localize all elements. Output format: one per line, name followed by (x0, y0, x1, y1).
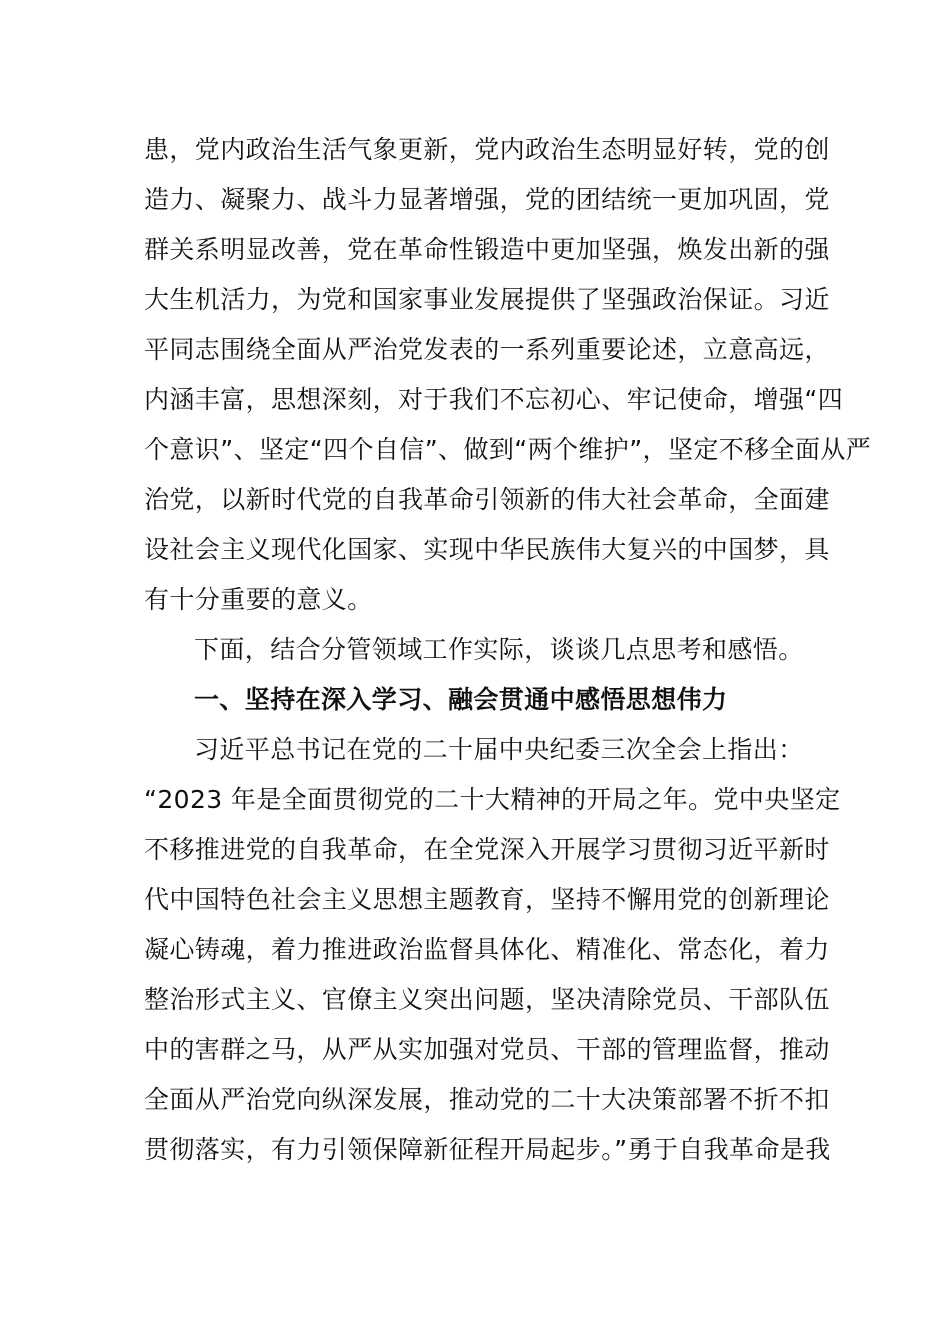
text-line: 群关系明显改善，党在革命性锻造中更加坚强，焕发出新的强 (144, 235, 830, 264)
text-line: 凝心铸魂，着力推进政治监督具体化、精准化、常态化，着力 (144, 935, 830, 964)
text-line: 有十分重要的意义。 (144, 585, 373, 614)
text-line: 造力、凝聚力、战斗力显著增强，党的团结统一更加巩固，党 (144, 185, 830, 214)
text-line: 个意识”、坚定“四个自信”、做到“两个维护”，坚定不移全面从严 (144, 435, 872, 464)
text-line: 中的害群之马，从严从实加强对党员、干部的管理监督，推动 (144, 1035, 830, 1064)
text-line: 内涵丰富，思想深刻，对于我们不忘初心、牢记使命，增强“四 (144, 385, 844, 414)
section-heading: 一、坚持在深入学习、融会贯通中感悟思想伟力 (194, 685, 728, 714)
text-line: “2023 年是全面贯彻党的二十大精神的开局之年。党中央坚定 (144, 785, 841, 814)
text-line: 患，党内政治生活气象更新，党内政治生态明显好转，党的创 (144, 135, 830, 164)
text-line: 不移推进党的自我革命，在全党深入开展学习贯彻习近平新时 (144, 835, 830, 864)
text-line: 整治形式主义、官僚主义突出问题，坚决清除党员、干部队伍 (144, 985, 830, 1014)
text-line: 设社会主义现代化国家、实现中华民族伟大复兴的中国梦，具 (144, 535, 830, 564)
text-line: 代中国特色社会主义思想主题教育，坚持不懈用党的创新理论 (144, 885, 830, 914)
text-line: 治党，以新时代党的自我革命引领新的伟大社会革命，全面建 (144, 485, 830, 514)
text-line: 全面从严治党向纵深发展，推动党的二十大决策部署不折不扣 (144, 1085, 830, 1114)
text-line: 习近平总书记在党的二十届中央纪委三次全会上指出： (194, 735, 804, 764)
paragraph-intro: 下面，结合分管领域工作实际，谈谈几点思考和感悟。 (194, 635, 804, 664)
text-line: 贯彻落实，有力引领保障新征程开局起步。”勇于自我革命是我 (144, 1135, 831, 1164)
text-line: 大生机活力，为党和国家事业发展提供了坚强政治保证。习近 (144, 285, 830, 314)
text-line: 平同志围绕全面从严治党发表的一系列重要论述，立意高远， (144, 335, 830, 364)
